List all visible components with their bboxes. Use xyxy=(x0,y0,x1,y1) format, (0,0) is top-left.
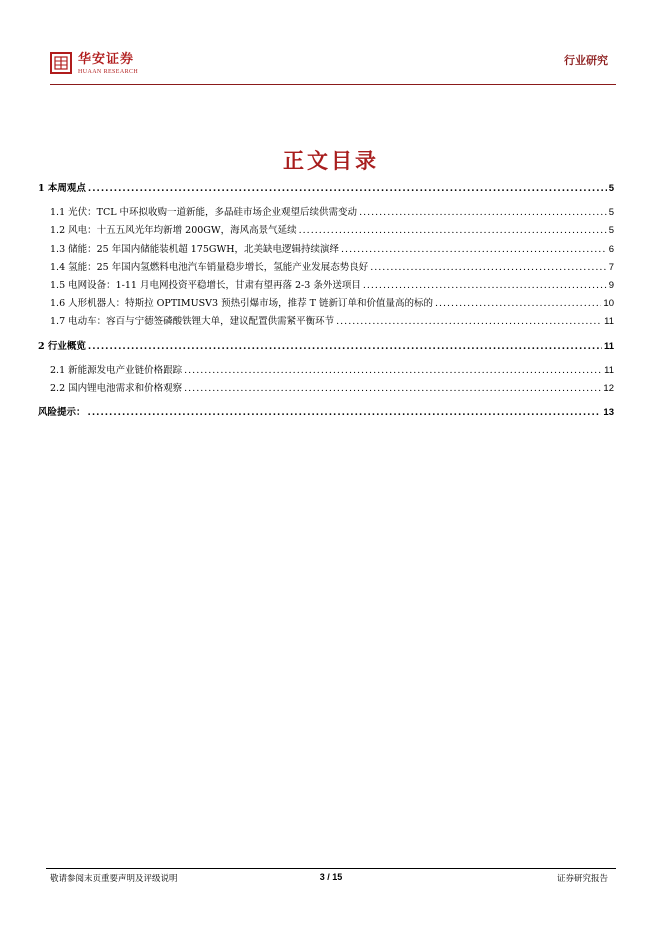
toc-entry-label: 1.3 储能：25 年国内储能装机超 175GWH，北美缺电逻辑持续演绎 xyxy=(50,243,340,255)
report-category: 行业研究 xyxy=(564,54,608,67)
toc-entry[interactable] xyxy=(38,380,614,398)
toc-entry-label: 1.2 风电：十五五风光年均新增 200GW，海风高景气延续 xyxy=(50,225,297,237)
toc-entry[interactable] xyxy=(38,241,614,259)
logo-chinese-name: 华安证券 xyxy=(78,52,135,67)
toc-entry-page: 5 xyxy=(608,225,614,237)
toc-leader-dots xyxy=(88,341,602,352)
toc-leader-dots xyxy=(359,207,607,218)
toc-leader-dots xyxy=(370,262,606,273)
toc-leader-dots xyxy=(88,407,602,418)
toc-entry-page: 6 xyxy=(608,243,614,255)
company-logo xyxy=(50,52,138,76)
toc-entry-page: 9 xyxy=(608,279,614,291)
toc-leader-dots xyxy=(363,280,607,291)
toc-leader-dots xyxy=(435,298,601,309)
page-header xyxy=(50,46,612,84)
toc-entry-page: 12 xyxy=(603,382,614,394)
toc-entry[interactable] xyxy=(38,180,614,198)
toc-entry-page: 11 xyxy=(604,316,614,328)
toc-entry-label: 风险提示： xyxy=(38,407,86,419)
toc-entry-label: 1.7 电动车：容百与宁德签磷酸铁锂大单，建议配置供需紧平衡环节 xyxy=(50,316,335,328)
footer-report-type: 证券研究报告 xyxy=(556,874,608,884)
toc-leader-dots xyxy=(184,383,601,394)
toc-entry-label: 2.1 新能源发电产业链价格跟踪 xyxy=(50,364,183,376)
footer-page-number: 3 / 15 xyxy=(319,872,343,882)
page-title: 正文目录 xyxy=(283,148,379,173)
toc-entry[interactable] xyxy=(38,313,614,331)
toc-entry[interactable] xyxy=(38,338,614,356)
toc-entry[interactable] xyxy=(38,295,614,313)
toc-entry[interactable] xyxy=(38,404,614,422)
toc-entry[interactable] xyxy=(38,259,614,277)
toc-entry-page: 7 xyxy=(608,261,614,273)
seal-icon xyxy=(50,52,72,74)
toc-entry-page: 13 xyxy=(603,407,614,419)
toc-leader-dots xyxy=(88,183,607,194)
toc-entry-label: 2 行业概览 xyxy=(38,340,86,352)
toc-entry-label: 1.6 人形机器人：特斯拉 OPTIMUSV3 预热引爆市场，推荐 T 链新订单和价值量高的标的 xyxy=(50,298,433,310)
toc-entry-page: 11 xyxy=(604,364,614,376)
toc-leader-dots xyxy=(299,225,607,236)
toc-entry[interactable] xyxy=(38,204,614,222)
toc-entry-page: 5 xyxy=(608,183,614,194)
toc-entry[interactable] xyxy=(38,362,614,380)
toc-entry-label: 1.1 光伏：TCL 中环拟收购一道新能，多晶硅市场企业观望后续供需变动 xyxy=(50,207,358,219)
header-divider xyxy=(50,84,616,85)
footer-divider xyxy=(46,868,616,869)
toc-entry-label: 1.5 电网设备：1-11 月电网投资平稳增长，甘肃有望再落 2-3 条外送项目 xyxy=(50,279,361,291)
footer-disclaimer: 敬请参阅末页重要声明及评级说明 xyxy=(50,874,178,884)
toc-entry-page: 10 xyxy=(603,298,614,310)
toc-entry[interactable] xyxy=(38,222,614,240)
page-footer xyxy=(50,872,612,886)
table-of-contents xyxy=(38,180,614,422)
toc-entry[interactable] xyxy=(38,277,614,295)
toc-leader-dots xyxy=(336,316,602,327)
toc-leader-dots xyxy=(341,244,607,255)
toc-leader-dots xyxy=(184,365,602,376)
toc-entry-label: 2.2 国内锂电池需求和价格观察 xyxy=(50,382,183,394)
toc-entry-page: 5 xyxy=(608,207,614,219)
toc-entry-page: 11 xyxy=(603,340,614,352)
toc-entry-label: 1 本周观点 xyxy=(38,183,86,194)
logo-english-name: HUAAN RESEARCH xyxy=(78,69,139,75)
toc-entry-label: 1.4 氢能：25 年国内氢燃料电池汽车销量稳步增长，氢能产业发展态势良好 xyxy=(50,261,369,273)
